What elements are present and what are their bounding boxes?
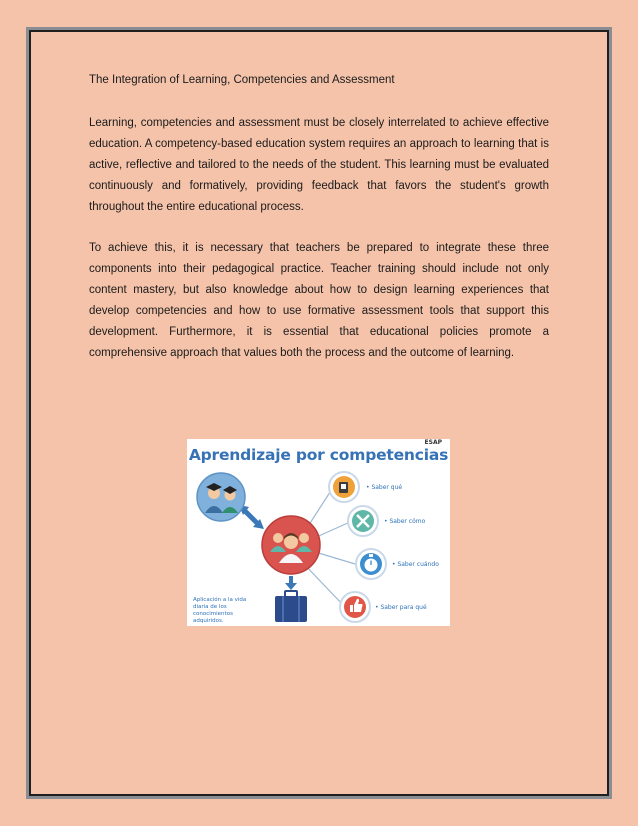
item-label-saber-que: • Saber qué	[366, 484, 403, 491]
infographic-title: Aprendizaje por competencias	[188, 446, 449, 464]
competencies-infographic	[187, 439, 450, 626]
infographic-note: Aplicación a la vida diaria de los conocimientos adquiridos.	[193, 597, 247, 624]
item-label-saber-como: • Saber cómo	[384, 518, 426, 525]
saber-que-icon	[329, 472, 359, 502]
saber-cuando-icon	[356, 549, 386, 579]
saber-para-que-icon	[340, 592, 370, 622]
item-label-saber-cuando: • Saber cuándo	[392, 561, 439, 568]
paragraph-2: To achieve this, it is necessary that teachers be prepared to integrate these three components into their pedagogical practice. Teacher training should include not only content mastery, but also knowledge about how to design learning experiences that develop competencies and how to use formative assessment tools that support this development. Furthermore, it is essential that educational policies promote a comprehensive approach that values both the process and the outcome of learning.	[89, 242, 549, 359]
graduates-icon	[197, 473, 245, 521]
students-group-icon	[262, 516, 320, 574]
down-arrow-icon	[285, 576, 297, 590]
briefcase-icon	[275, 591, 307, 622]
document-title: The Integration of Learning, Competencies and Assessment	[89, 74, 395, 86]
saber-como-icon	[348, 506, 378, 536]
infographic-logo: ESAP	[424, 439, 442, 446]
paragraph-1: Learning, competencies and assessment must be closely interrelated to achieve effective education. A competency-based education system requires an approach to learning that is active, reflective and tailored to the needs of the student. This learning must be evaluated continuously and formatively, providing feedback that favors the student's growth throughout the entire educational process.	[89, 117, 549, 213]
item-label-saber-para-que: • Saber para qué	[375, 604, 427, 611]
